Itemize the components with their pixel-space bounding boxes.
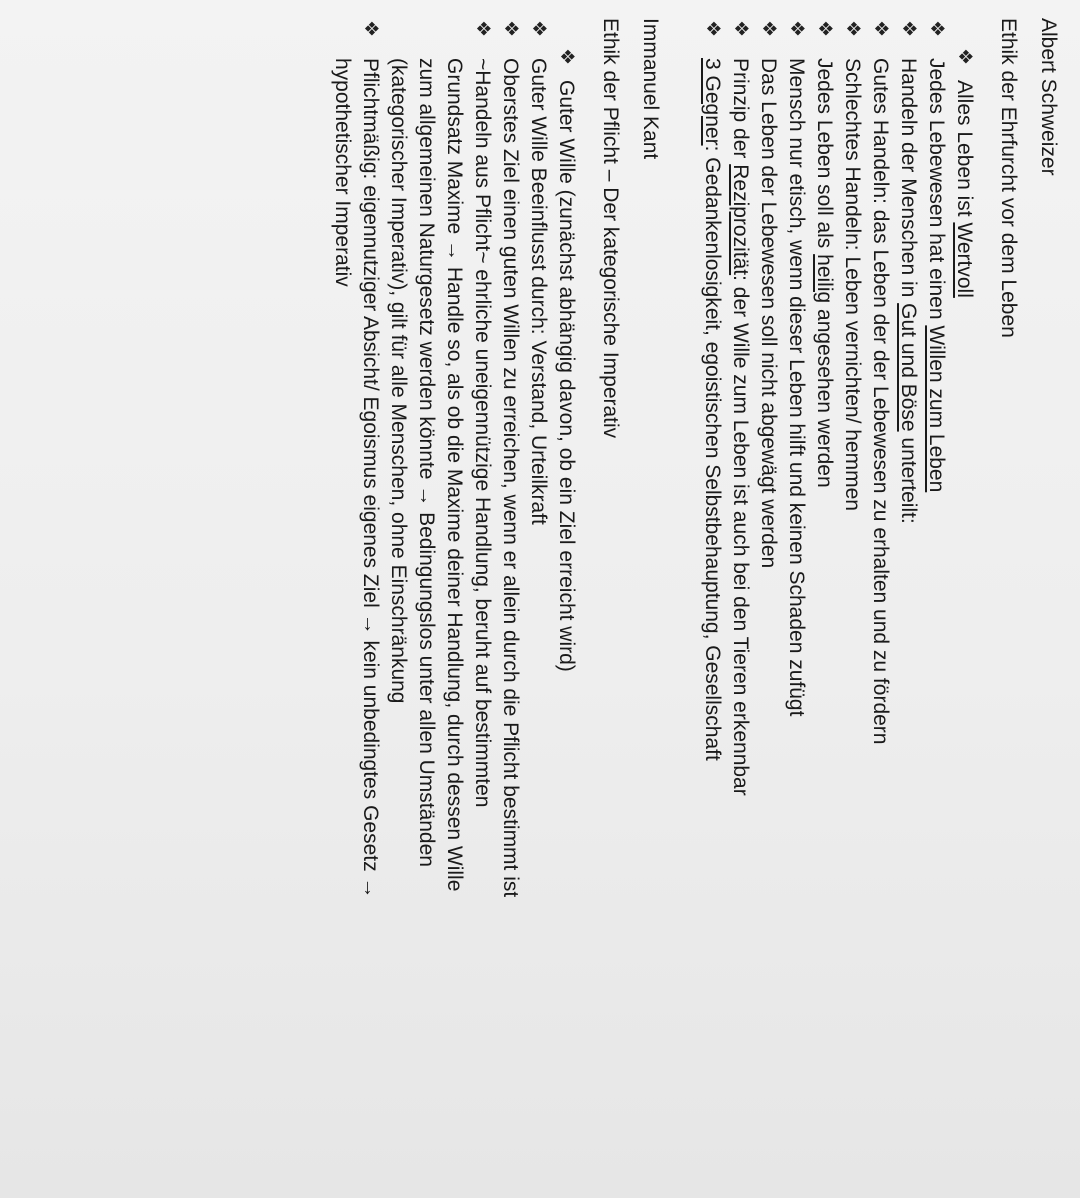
list-item: ❖ Jedes Leben soll als heilig angesehen werden (810, 18, 838, 1178)
diamond-bullet-icon: ❖ (702, 20, 723, 38)
list-item: ❖ Pflichtmäßig: eigennutziger Absicht/ Egoismus eigenes Ziel → kein unbedingtes Gesetz → hypothetischer Imperativ (331, 20, 382, 899)
diamond-bullet-icon: ❖ (870, 20, 891, 38)
list-item: ❖ Gutes Handeln: das Leben der der Lebewesen zu erhalten und zu fördern (866, 18, 894, 1178)
diamond-bullet-icon: ❖ (814, 20, 835, 38)
diamond-bullet-icon: ❖ (758, 20, 779, 38)
list-item: ❖ Handeln der Menschen in Gut und Böse unterteilt: (894, 18, 922, 1178)
diamond-bullet-icon: ❖ (556, 48, 577, 66)
list-item: ❖ Schlechtes Handeln: Leben vernichten/ hemmen (838, 18, 866, 1178)
author-heading: Immanuel Kant (639, 18, 662, 160)
kant-bullet-list (328, 18, 580, 1178)
diamond-bullet-icon: ❖ (898, 20, 919, 38)
list-item: ❖ Das Leben der Lebewesen soll nicht abgewägt werden (754, 18, 782, 1178)
list-item: ❖ Prinzip der Reziprozität: der Wille zum Leben ist auch bei den Tieren erkennbar (726, 18, 754, 1178)
diamond-bullet-icon: ❖ (730, 20, 751, 38)
list-item: ❖ Jedes Lebewesen hat einen Willen zum Leben (922, 18, 950, 1178)
list-item: ❖ 3 Gegner: Gedankenlosigkeit, egoistischen Selbstbehauptung, Gesellschaft (698, 18, 726, 1178)
schweizer-bullet-list (698, 18, 978, 1178)
diamond-bullet-icon: ❖ (786, 20, 807, 38)
diamond-bullet-icon: ❖ (500, 20, 521, 38)
page-content (328, 18, 1062, 1178)
list-item: ❖ Guter Wille Beeinflusst durch: Verstand, Urteilkraft (524, 18, 552, 1178)
diamond-bullet-icon: ❖ (842, 20, 863, 38)
diamond-bullet-icon: ❖ (954, 48, 975, 66)
diamond-bullet-icon: ❖ (926, 20, 947, 38)
author-heading: Albert Schweizer (1037, 18, 1060, 176)
section-title: Ethik der Pflicht – Der kategorische Imperativ (599, 18, 622, 439)
diamond-bullet-icon: ❖ (360, 20, 381, 38)
list-item: ❖ Mensch nur etisch, wenn dieser Leben hilft und keinen Schaden zufügt (782, 18, 810, 1178)
list-item: ❖ Alles Leben ist Wertvoll (950, 18, 978, 1178)
diamond-bullet-icon: ❖ (528, 20, 549, 38)
list-item: ❖ Oberstes Ziel einen guten Willen zu erreichen, wenn er allein durch die Pflicht bestimmt ist (496, 18, 524, 1178)
list-item: ❖ ~Handeln aus Pflicht~ ehrliche uneigennützige Handlung, beruht auf bestimmten Grundsatz Maxime → Handle so, als ob die Maxime deiner Handlung, durch dessen Wille zum allgemeinen Naturgesetz werden könnte → Bedingungslos unter allen Umständen (kategorischer Imperativ), gilt für alle Menschen, ohne Einschränkung (387, 20, 494, 892)
list-item: ❖ Guter Wille (zunächst abhängig davon, ob ein Ziel erreicht wird) (552, 18, 580, 1178)
section-title: Ethik der Ehrfurcht vor dem Leben (997, 18, 1020, 338)
diamond-bullet-icon: ❖ (472, 20, 493, 38)
